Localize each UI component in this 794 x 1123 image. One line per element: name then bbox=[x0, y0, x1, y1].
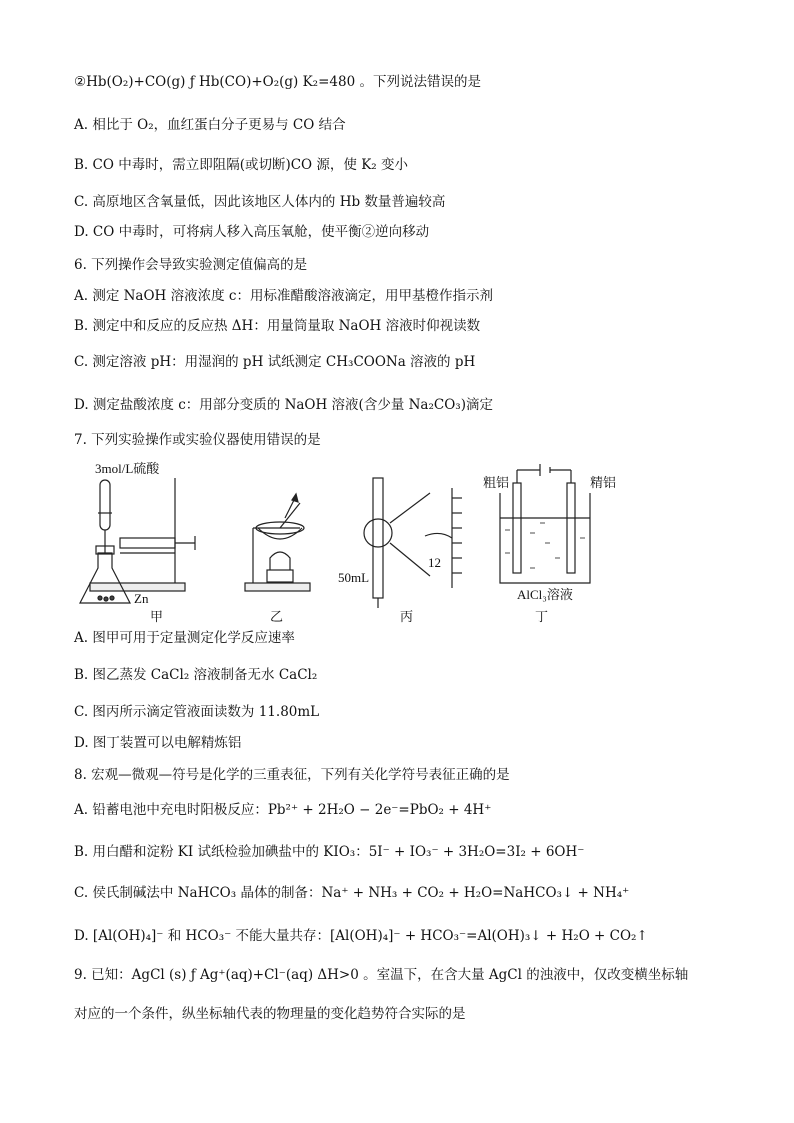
q8-stem: 8. 宏观—微观—符号是化学的三重表征，下列有关化学符号表征正确的是 bbox=[74, 767, 510, 783]
q7-option-b: B. 图乙蒸发 CaCl₂ 溶液制备无水 CaCl₂ bbox=[74, 667, 318, 683]
apparatus-figure bbox=[70, 458, 690, 628]
q8-option-c: C. 侯氏制碱法中 NaHCO₃ 晶体的制备：Na⁺ + NH₃ + CO₂ + H₂O=NaHCO₃↓ + NH₄⁺ bbox=[74, 885, 630, 901]
q7-option-c: C. 图丙所示滴定管液面读数为 11.80mL bbox=[74, 704, 320, 720]
q6-option-d: D. 测定盐酸浓度 c：用部分变质的 NaOH 溶液(含少量 Na₂CO₃)滴定 bbox=[74, 397, 493, 413]
q8-option-b: B. 用白醋和淀粉 KI 试纸检验加碘盐中的 KIO₃：5I⁻ + IO₃⁻ + 3H₂O=3I₂ + 6OH⁻ bbox=[74, 844, 585, 860]
apparatus-bing bbox=[364, 478, 462, 608]
q6-option-c: C. 测定溶液 pH：用湿润的 pH 试纸测定 CH₃COONa 溶液的 pH bbox=[74, 354, 476, 370]
acid-label: 3mol/L硫酸 bbox=[95, 461, 160, 476]
q5-option-d: D. CO 中毒时，可将病人移入高压氧舱，使平衡②逆向移动 bbox=[74, 224, 430, 240]
q7-stem: 7. 下列实验操作或实验仪器使用错误的是 bbox=[74, 432, 321, 448]
q9-stem-cont: 对应的一个条件，纵坐标轴代表的物理量的变化趋势符合实际的是 bbox=[74, 1006, 466, 1022]
zinc-label: Zn bbox=[134, 591, 149, 606]
caption-ding: 丁 bbox=[535, 609, 549, 624]
q9-stem: 9. 已知：AgCl (s) ƒ Ag⁺(aq)+Cl⁻(aq) ΔH>0 。室温下，在含大量 AgCl 的浊液中，仅改变横坐标轴 bbox=[74, 967, 689, 983]
caption-yi: 乙 bbox=[270, 609, 284, 624]
q6-option-b: B. 测定中和反应的反应热 ΔH：用量筒量取 NaOH 溶液时仰视读数 bbox=[74, 318, 481, 334]
crude-al-label: 粗铝 bbox=[483, 475, 510, 490]
q7-option-a: A. 图甲可用于定量测定化学反应速率 bbox=[74, 630, 295, 646]
apparatus-yi bbox=[245, 494, 310, 591]
apparatus-ding bbox=[500, 464, 590, 583]
q6-option-a: A. 测定 NaOH 溶液浓度 c：用标准醋酸溶液滴定，用甲基橙作指示剂 bbox=[74, 288, 493, 304]
apparatus-jia bbox=[80, 478, 195, 603]
scale-reading-label: 12 bbox=[428, 555, 441, 570]
caption-bing: 丙 bbox=[400, 609, 414, 624]
burette-volume-label: 50mL bbox=[338, 570, 370, 585]
q8-option-a: A. 铅蓄电池中充电时阳极反应：Pb²⁺ + 2H₂O − 2e⁻=PbO₂ + 4H⁺ bbox=[74, 802, 492, 818]
caption-jia: 甲 bbox=[150, 609, 164, 624]
q6-stem: 6. 下列操作会导致实验测定值偏高的是 bbox=[74, 257, 308, 273]
q7-option-d: D. 图丁装置可以电解精炼铝 bbox=[74, 735, 242, 751]
q5-stem-line: ②Hb(O₂)+CO(g) ƒ Hb(CO)+O₂(g) K₂=480 。下列说法错误的是 bbox=[74, 74, 481, 90]
q5-option-a: A. 相比于 O₂，血红蛋白分子更易与 CO 结合 bbox=[74, 117, 346, 133]
q5-option-b: B. CO 中毒时，需立即阻隔(或切断)CO 源，使 K₂ 变小 bbox=[74, 157, 408, 173]
pure-al-label: 精铝 bbox=[590, 475, 617, 490]
solution-label: AlCl₃溶液 bbox=[517, 587, 573, 602]
q5-option-c: C. 高原地区含氧量低，因此该地区人体内的 Hb 数量普遍较高 bbox=[74, 194, 446, 210]
q8-option-d: D. [Al(OH)₄]⁻ 和 HCO₃⁻ 不能大量共存：[Al(OH)₄]⁻ + HCO₃⁻=Al(OH)₃↓ + H₂O + CO₂↑ bbox=[74, 928, 648, 944]
